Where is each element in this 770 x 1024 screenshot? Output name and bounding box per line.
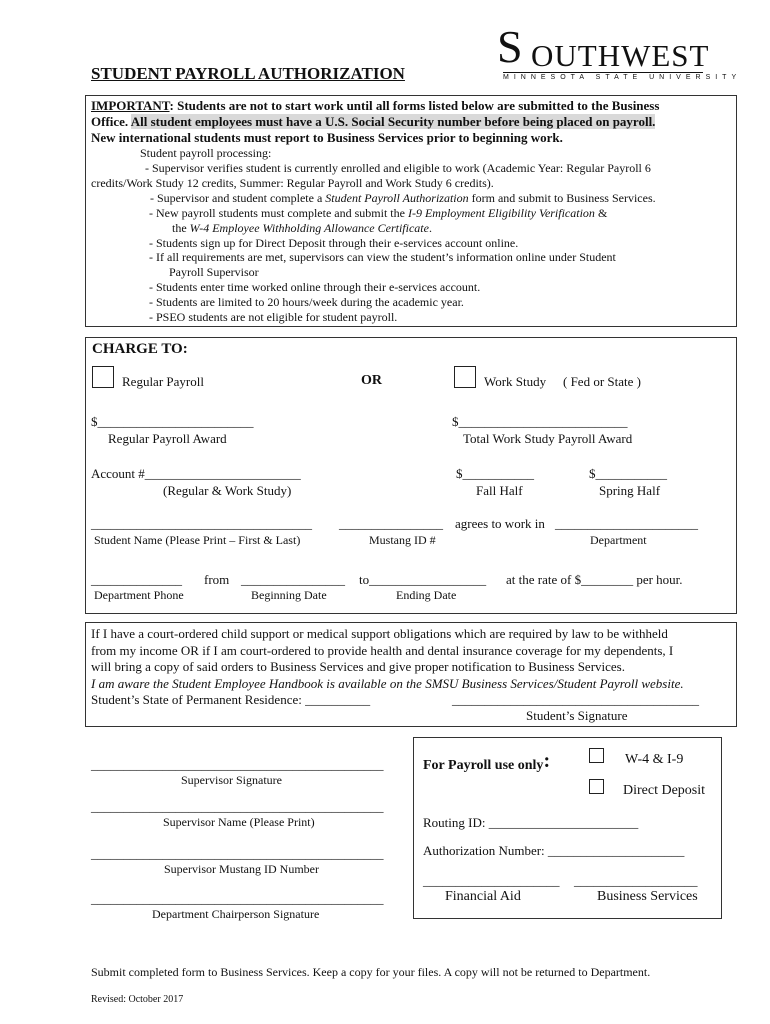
logo-wordmark: OUTHWEST <box>531 38 710 73</box>
ending-date-field[interactable]: to__________________ <box>359 572 487 587</box>
regular-payroll-checkbox[interactable] <box>92 366 114 388</box>
work-study-award-field[interactable]: $__________________________ <box>452 414 628 429</box>
important-line-3: New international students must report to Business Services prior to beginning work. <box>91 130 563 145</box>
work-study-checkbox[interactable] <box>454 366 476 388</box>
processing-item-6: - Students enter time worked online through their e-services account. <box>149 280 481 294</box>
agrees-text: agrees to work in <box>455 516 545 531</box>
p3e: W-4 Employee Withholding Allowance Certificate <box>189 221 429 235</box>
mustang-id-field[interactable]: ________________ <box>339 516 443 531</box>
student-name-label: Student Name (Please Print – First & Last) <box>94 533 301 547</box>
page-title: STUDENT PAYROLL AUTHORIZATION <box>91 64 405 83</box>
supervisor-id-field[interactable]: _____________________________________________ <box>91 846 384 861</box>
p2b: Student Payroll Authorization <box>325 191 469 205</box>
mustang-id-label: Mustang ID # <box>369 533 436 547</box>
chairperson-signature-field[interactable]: _____________________________________________ <box>91 891 384 906</box>
student-name-field[interactable]: __________________________________ <box>91 516 312 531</box>
processing-item-4: - Students sign up for Direct Deposit through their e-services account online. <box>149 236 519 250</box>
spring-half-label: Spring Half <box>599 483 661 498</box>
processing-item-5b: Payroll Supervisor <box>169 265 259 279</box>
fed-state-label: ( Fed or State ) <box>563 374 641 389</box>
department-label: Department <box>590 533 647 547</box>
important-label: IMPORTANT <box>91 98 170 113</box>
regular-payroll-label: Regular Payroll <box>122 374 204 389</box>
business-services-label: Business Services <box>597 889 698 904</box>
supervisor-signature-label: Supervisor Signature <box>181 773 282 787</box>
financial-aid-label: Financial Aid <box>445 889 521 904</box>
work-study-label: Work Study <box>484 374 547 389</box>
important-text-1: : Students are not to start work until all forms listed below are submitted to the Business <box>169 98 660 113</box>
department-phone-label: Department Phone <box>94 588 184 602</box>
important-text-2b: All student employees must have a U.S. Social Security number before being placed on payroll. <box>130 114 656 129</box>
department-phone-field[interactable]: ______________ <box>91 572 182 587</box>
ending-date-label: Ending Date <box>396 588 457 602</box>
supervisor-name-label: Supervisor Name (Please Print) <box>163 815 315 829</box>
rate-field[interactable]: at the rate of $________ per hour. <box>506 572 683 587</box>
submit-instructions: Submit completed form to Business Services. Keep a copy for your files. A copy will not be returned to Department. <box>91 965 651 979</box>
handbook-notice: I am aware the Student Employee Handbook is available on the SMSU Business Services/Student Payroll website. <box>91 676 684 691</box>
processing-item-1b: credits/Work Study 12 credits, Summer: Regular Payroll and Work Study 6 credits). <box>91 176 494 190</box>
processing-item-2 <box>150 191 656 206</box>
business-services-line[interactable]: ___________________ <box>574 873 698 888</box>
p3c: & <box>597 206 608 220</box>
spring-half-field[interactable]: $___________ <box>589 466 667 481</box>
p2c: form and submit to Business Services. <box>471 191 656 205</box>
supervisor-id-label: Supervisor Mustang ID Number <box>164 862 319 876</box>
p3d: the <box>172 221 187 235</box>
or-label: OR <box>361 373 382 388</box>
charge-heading: CHARGE TO: <box>92 341 188 357</box>
processing-item-7: - Students are limited to 20 hours/week during the academic year. <box>149 295 464 309</box>
court-line-3: will bring a copy of said orders to Business Services and give proper notification to Business Services. <box>91 659 625 674</box>
regular-award-label: Regular Payroll Award <box>108 431 227 446</box>
w4-i9-label: W-4 & I-9 <box>625 752 684 767</box>
student-signature-label: Student’s Signature <box>526 708 628 723</box>
payroll-use-heading <box>423 752 550 775</box>
important-line-1 <box>91 98 659 114</box>
supervisor-signature-field[interactable]: _____________________________________________ <box>91 757 384 772</box>
department-field[interactable]: ______________________ <box>555 516 698 531</box>
payroll-use-heading-text: For Payroll use only <box>423 758 544 773</box>
authorization-number-field[interactable]: Authorization Number: _____________________ <box>423 843 685 858</box>
w4-i9-checkbox[interactable] <box>589 748 604 763</box>
processing-item-3 <box>149 206 607 221</box>
direct-deposit-checkbox[interactable] <box>589 779 604 794</box>
residence-field[interactable]: Student’s State of Permanent Residence: __________ <box>91 692 371 707</box>
p3a: - New payroll students must complete and submit the <box>149 206 405 220</box>
important-text-2a: Office. <box>91 114 129 129</box>
logo-rule <box>503 72 703 73</box>
processing-item-1a: - Supervisor verifies student is currently enrolled and eligible to work (Academic Year: Regular Payroll 6 <box>145 161 651 175</box>
court-line-1: If I have a court-ordered child support or medical support obligations which are required by law to be withheld <box>91 626 668 641</box>
p3b: I-9 Employment Eligibility Verification <box>407 206 595 220</box>
student-signature-field[interactable]: ______________________________________ <box>452 692 699 707</box>
routing-id-field[interactable]: Routing ID: _______________________ <box>423 815 639 830</box>
processing-item-8: - PSEO students are not eligible for student payroll. <box>149 310 398 324</box>
chairperson-signature-label: Department Chairperson Signature <box>152 907 320 921</box>
beginning-date-label: Beginning Date <box>251 588 327 602</box>
fall-half-label: Fall Half <box>476 483 523 498</box>
important-line-2 <box>91 114 655 130</box>
logo-letter-s: S <box>497 21 523 72</box>
smsu-logo <box>497 21 742 82</box>
processing-item-5a: - If all requirements are met, supervisors can view the student’s information online under Student <box>149 250 616 264</box>
p2a: - Supervisor and student complete a <box>150 191 323 205</box>
payroll-use-colon: : <box>543 750 551 772</box>
financial-aid-line[interactable]: _____________________ <box>423 873 560 888</box>
supervisor-name-field[interactable]: _____________________________________________ <box>91 799 384 814</box>
revision-date: Revised: October 2017 <box>91 994 184 1005</box>
fall-half-field[interactable]: $___________ <box>456 466 534 481</box>
processing-title: Student payroll processing: <box>140 146 272 160</box>
processing-item-3b <box>172 221 432 236</box>
beginning-date-field[interactable]: ________________ <box>241 572 345 587</box>
regular-award-field[interactable]: $________________________ <box>91 414 254 429</box>
court-line-2: from my income OR if I am court-ordered to provide health and dental insurance coverage for my dependents, I <box>91 643 674 658</box>
direct-deposit-label: Direct Deposit <box>623 783 706 798</box>
from-text: from <box>204 572 230 587</box>
account-label: (Regular & Work Study) <box>163 483 292 498</box>
account-field[interactable]: Account #________________________ <box>91 466 301 481</box>
work-study-award-label: Total Work Study Payroll Award <box>463 431 633 446</box>
logo-subtitle: MINNESOTA STATE UNIVERSITY <box>503 74 742 81</box>
p3f: . <box>428 221 432 235</box>
